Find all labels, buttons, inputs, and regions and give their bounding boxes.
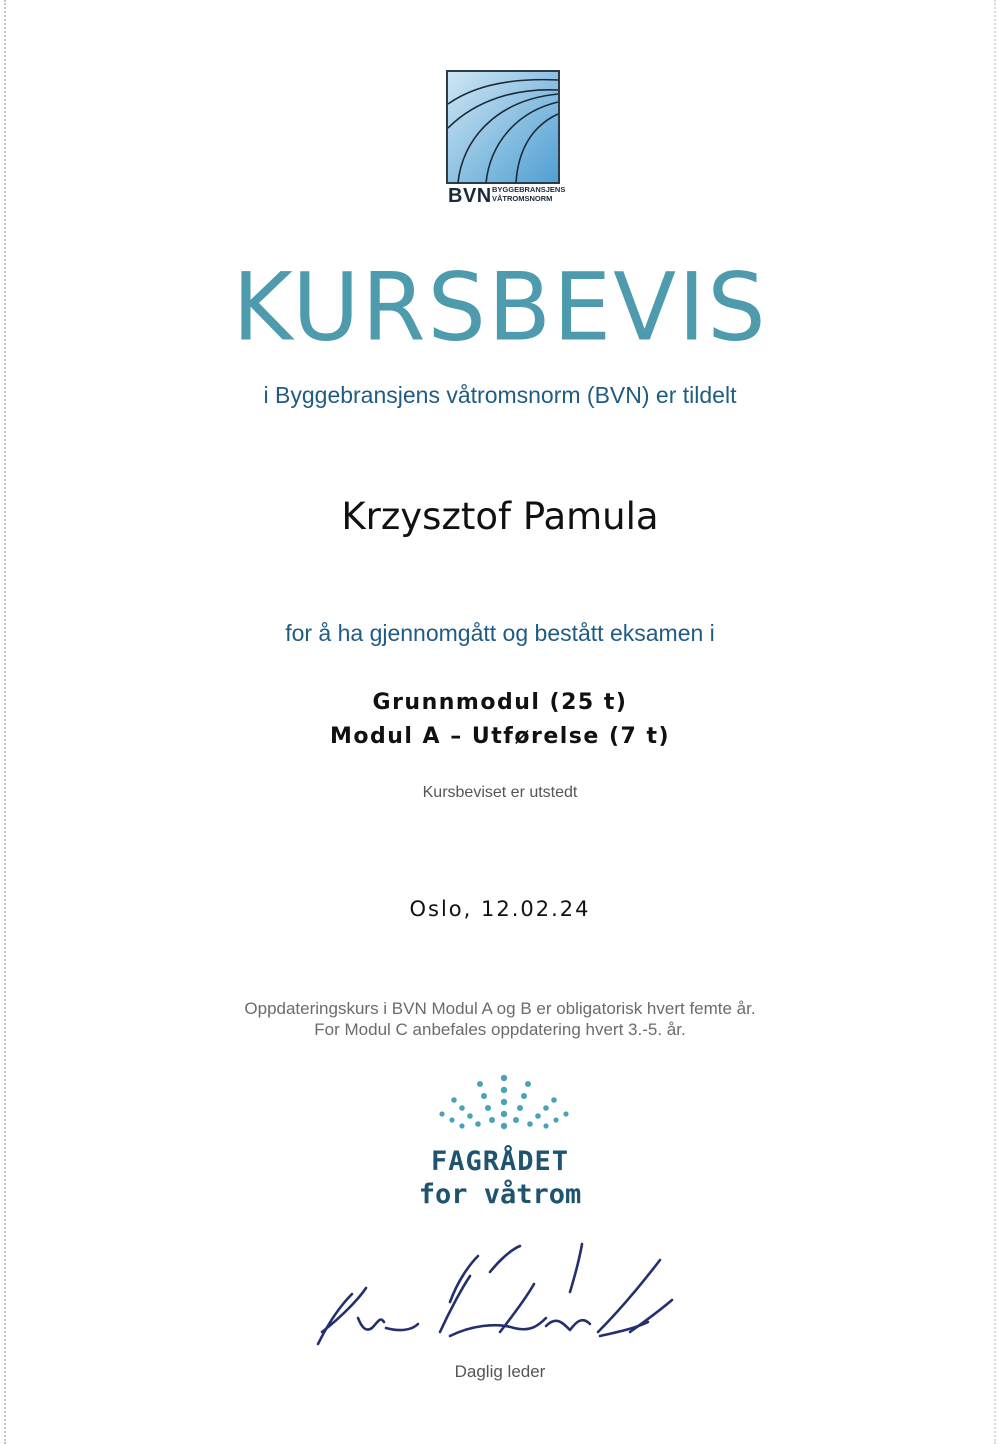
module-item: Grunnmodul (25 t)	[372, 690, 628, 715]
certificate-title: KURSBEVIS	[232, 252, 768, 363]
certificate-reason: for å ha gjennomgått og bestått eksamen i	[285, 620, 715, 646]
issued-label: Kursbeviset er utstedt	[422, 784, 578, 801]
update-note: Oppdateringskurs i BVN Modul A og B er obligatorisk hvert femte år.	[244, 999, 756, 1018]
page-edge-right	[994, 0, 1000, 1444]
update-note: For Modul C anbefales oppdatering hvert 3.-5. år.	[314, 1020, 686, 1039]
place-date: Oslo, 12.02.24	[409, 897, 591, 921]
recipient-name: Krzysztof Pamula	[341, 495, 659, 538]
fagradet-name: FAGRÅDET	[430, 1146, 570, 1177]
signer-role: Daglig leder	[454, 1362, 546, 1381]
bvn-wave-icon	[446, 70, 560, 184]
module-item: Modul A – Utførelse (7 t)	[329, 724, 671, 749]
bvn-subtext-line1: BYGGEBRANSJENS	[492, 185, 566, 194]
fagradet-subname: for våtrom	[418, 1179, 582, 1210]
certificate-subtitle: i Byggebransjens våtromsnorm (BVN) er tildelt	[263, 382, 737, 408]
handwritten-signature	[300, 1232, 700, 1357]
bvn-subtext-line2: VÅTROMSNORM	[492, 193, 553, 203]
page-edge-left	[0, 0, 6, 1444]
bvn-mark: BVN	[448, 185, 492, 207]
fagradet-dots-icon	[420, 1070, 580, 1140]
bvn-subtext	[492, 185, 566, 203]
bvn-logo	[446, 70, 566, 207]
